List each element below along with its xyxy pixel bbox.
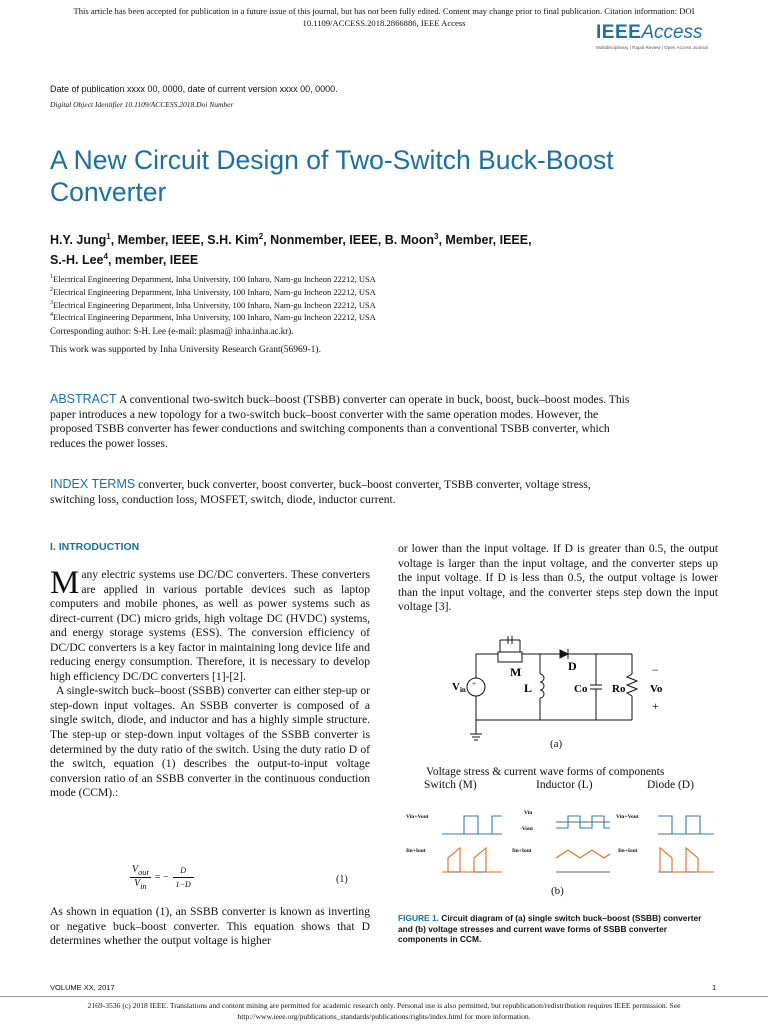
index-terms [50, 477, 630, 507]
waveform-col-inductor: Inductor (L) [536, 779, 593, 791]
fig-b-label: (b) [551, 885, 564, 897]
corresponding-author: Corresponding author: S-H. Lee (e-mail: plasma@ inha.inha.ac.kr). [50, 326, 294, 336]
label-vo-minus: − [652, 663, 659, 677]
author-2: S.H. Kim [207, 233, 259, 248]
label-co: Co [574, 683, 588, 695]
publication-dates: Date of publication xxxx 00, 0000, date of current version xxxx 00, 0000. [50, 84, 338, 94]
affiliation [50, 310, 376, 323]
drop-cap: M [50, 565, 80, 601]
doi-line: Digital Object Identifier 10.1109/ACCESS.2018.Doi Number [50, 100, 234, 109]
label-vin-sub: in [459, 686, 466, 694]
label-vin-v: V [452, 681, 460, 693]
waveform-title: Voltage stress & current wave forms of components [426, 766, 665, 778]
affiliation [50, 272, 376, 285]
figure-caption [398, 913, 718, 945]
wave-label-switch-i: Iin+Iout [406, 848, 426, 854]
switch-current-wave [442, 848, 502, 872]
author-4-sup: 4 [103, 251, 108, 261]
voltage-source [467, 678, 485, 696]
author-3-role: , Member, IEEE, [438, 233, 532, 248]
author-1: H.Y. Jung [50, 233, 107, 248]
intro-paragraph-1 [50, 565, 370, 684]
author-2-role: , Nonmember, IEEE, [263, 233, 385, 248]
intro-paragraph-2: A single-switch buck–boost (SSBB) converter can either step-up or step-down input voltages. An SSBB converter is composed of a single switch, diode, and inductor and has a highly simple structure. The step-up or step-down input voltages of the SSBB converter is determined by the duty ratio of the switch. Using the duty ratio D of the switch, equation (1) describes the output-to-input voltage conversion ratio of an SSBB converter in the continuous conduction mode (CCM).: [50, 684, 370, 800]
copyright-line-1: 2169-3536 (c) 2018 IEEE. Translations and content mining are permitted for academic research only. Personal use is also permitted, but republication/redistribution requires IEEE permission. See [87, 1001, 681, 1010]
eq-sign: = − [154, 872, 169, 883]
author-3-sup: 3 [434, 232, 439, 241]
eq-numerator [130, 864, 151, 878]
affiliation-num: 3 [50, 299, 53, 306]
label-vo-plus: + [652, 699, 659, 713]
eq-rhs-num: D [173, 864, 194, 878]
paper-title: A New Circuit Design of Two-Switch Buck-Boost Converter [50, 145, 614, 207]
notice-line-1: This article has been accepted for publication in a future issue of this journal, but has not been fully edited. Content may change prior to final publication. Citation information: DOI [73, 6, 695, 16]
index-terms-label: INDEX TERMS [50, 477, 136, 491]
affiliation-text: Electrical Engineering Department, Inha University, 100 Inharo, Nam-gu Incheon 22212, USA [53, 299, 376, 310]
intro-p1-text: any electric systems use DC/DC converters. These converters are applied in various portable devices such as laptop computers and mobile phones, as well as power systems such as direct-current (DC) micro grids, high voltage DC (HVDC) systems, and energy storage systems (ESS). The conversion efficiency of DC/DC converters is a key factor in maintaining long device life and reducing energy consumption. Therefore, it is necessary to develop high efficiency DC/DC converters [1]-[2]. [50, 568, 370, 683]
switch-voltage-wave [442, 816, 502, 834]
caption-text: Circuit diagram of (a) single switch buck–boost (SSBB) converter and (b) voltage stresses and current wave forms of SSBB converter components in CCM. [398, 913, 702, 944]
wave-label-switch-v: Vin+Vout [406, 814, 429, 820]
footer-page-number: 1 [712, 983, 717, 992]
eq-rhs-den: 1−D [175, 880, 191, 889]
author-1-sup: 1 [106, 232, 111, 241]
affiliation-num: 2 [50, 286, 53, 293]
logo-tagline: Multidisciplinary | Rapid Review | Open Access Journal [596, 45, 708, 50]
affiliation-text: Electrical Engineering Department, Inha University, 100 Inharo, Nam-gu Incheon 22212, USA [53, 273, 376, 284]
eq-den-v: V [134, 878, 141, 889]
affiliations [50, 272, 376, 323]
author-4-role: , member, IEEE [107, 252, 199, 267]
fig-a-label: (a) [550, 738, 563, 750]
footer-volume: VOLUME XX, 2017 [50, 983, 115, 992]
inductor-current-wave [556, 850, 610, 858]
affiliation [50, 285, 376, 298]
author-list [50, 229, 610, 268]
diode-voltage-wave [658, 816, 714, 834]
resistor [627, 674, 637, 696]
equation-table [130, 864, 194, 891]
author-2-sup: 2 [258, 232, 264, 241]
waveform-col-switch: Switch (M) [424, 779, 477, 791]
wave-label-diode-i: Iin+Iout [618, 848, 638, 854]
eq-denominator [130, 878, 151, 892]
author-3: B. Moon [384, 233, 435, 248]
label-m: M [510, 665, 522, 679]
section-heading: I. INTRODUCTION [50, 541, 140, 553]
affiliation-num: 4 [50, 312, 53, 319]
diode [560, 650, 568, 658]
copyright-line-2: http://www.ieee.org/publications_standards/publications/rights/index.html for more information. [237, 1012, 531, 1021]
wave-label-diode-v: Vin+Vout [616, 814, 639, 820]
author-1-role: , Member, IEEE, [110, 233, 208, 248]
inductor [540, 674, 544, 698]
mosfet-switch [498, 652, 522, 662]
label-d: D [568, 659, 577, 673]
eq-num-v: V [132, 864, 139, 875]
affiliation [50, 298, 376, 311]
label-vo: Vo [650, 683, 663, 695]
abstract-label: ABSTRACT [50, 392, 117, 406]
index-terms-text: converter, buck converter, boost converter, buck–boost converter, TSBB converter, voltage stress, switching loss, conduction loss, MOSFET, switch, diode, inductor current. [50, 478, 591, 506]
eq-den-sub: in [140, 882, 147, 891]
right-column-paragraph: or lower than the input voltage. If D is greater than 0.5, the output voltage is larger than the input voltage, and the converter steps up the input voltage. If D is less than 0.5, the output voltage is lower than the input voltage, and the converter steps step down the input voltage [3]. [398, 542, 718, 614]
caption-label: FIGURE 1. [398, 913, 439, 923]
logo-ieee: IEEE [596, 22, 642, 43]
ieee-access-logo [596, 22, 708, 50]
author-4: S.-H. Lee [50, 252, 104, 267]
label-ro: Ro [612, 683, 626, 695]
wave-label-inductor-vout: -Vout [520, 826, 533, 832]
affiliation-text: Electrical Engineering Department, Inha University, 100 Inharo, Nam-gu Incheon 22212, USA [53, 312, 376, 323]
abstract [50, 392, 630, 451]
affiliation-text: Electrical Engineering Department, Inha University, 100 Inharo, Nam-gu Incheon 22212, USA [53, 286, 376, 297]
affiliation-num: 1 [50, 274, 53, 280]
wave-label-inductor-i: Iin+Iout [512, 848, 532, 854]
label-l: L [524, 681, 533, 695]
label-vin [452, 681, 466, 694]
footer-divider [0, 996, 768, 997]
logo-access: Access [641, 22, 703, 43]
waveform-diagram [398, 800, 718, 880]
footer-copyright [0, 1000, 768, 1022]
intro-paragraph-3: As shown in equation (1), an SSBB converter is known as inverting or negative buck–boost converter. This equation shows that D determines whether the output voltage is higher [50, 905, 370, 948]
equation-number: (1) [336, 874, 348, 885]
waveform-col-diode: Diode (D) [647, 779, 694, 791]
notice-line-2: 10.1109/ACCESS.2018.2866886, IEEE Access [302, 18, 466, 28]
grant-note: This work was supported by Inha University Research Grant(56969-1). [50, 345, 321, 355]
wave-label-inductor-vin: Vin [524, 810, 533, 816]
diode-current-wave [658, 848, 714, 872]
left-column [50, 565, 370, 801]
source-plus: + [472, 680, 476, 688]
eq-num-sub: out [138, 868, 149, 877]
abstract-text: A conventional two-switch buck–boost (TSBB) converter can operate in buck, boost, buck–boost modes. This paper introduces a new topology for a two-switch buck–boost converter with the same operation modes. However, the proposed TSBB converter has fewer conductions and switching components than a conventional TSBB converter, which reduces the power losses. [50, 393, 630, 450]
